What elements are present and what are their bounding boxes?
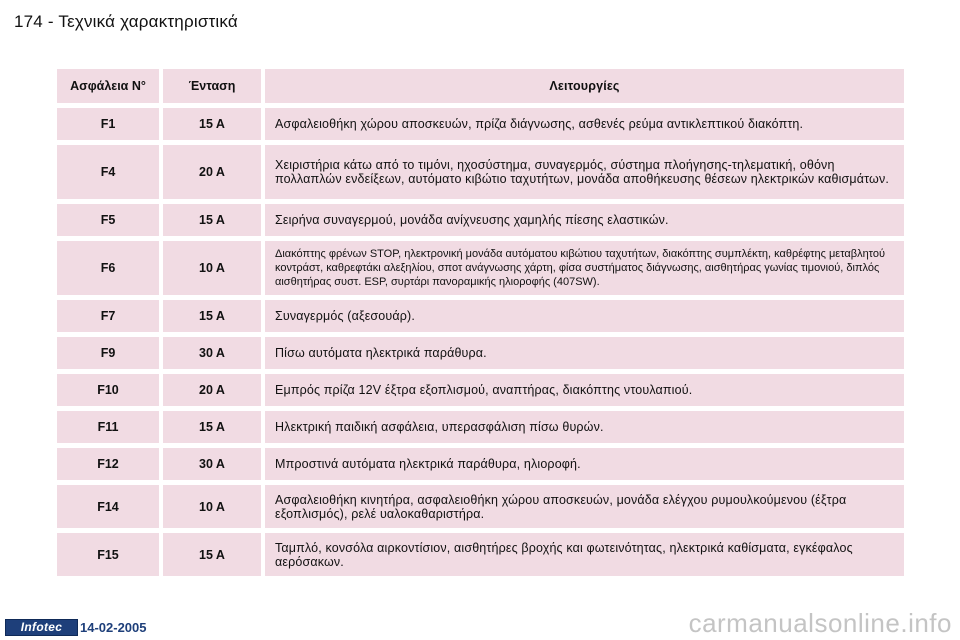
- fuse-description: Σειρήνα συναγερμού, μονάδα ανίχνευσης χαμηλής πίεσης ελαστικών.: [265, 204, 904, 236]
- fuse-description: Εμπρός πρίζα 12V έξτρα εξοπλισμού, αναπτήρας, διακόπτης ντουλαπιού.: [265, 374, 904, 406]
- fuse-number: F15: [57, 533, 159, 576]
- fuse-amperage: 10 A: [163, 485, 261, 528]
- fuse-amperage: 30 A: [163, 337, 261, 369]
- table-row: [57, 448, 904, 480]
- fuse-description: Διακόπτης φρένων STOP, ηλεκτρονική μονάδα αυτόματου κιβώτιου ταχυτήτων, διακόπτης συμπλέκτη, καθρέφτης μεταβλητού κοντράστ, καθρεφτάκι αλεξηλίου, σποτ ανάγνωσης χάρτη, φίσα συστήματος διάγνωσης, αισθητήρας γωνίας τιμονιού, διπλός αισθητήρας συστ. ESP, συρτάρι πανοραμικής ηλιοροφής (407SW).: [265, 241, 904, 295]
- fuse-amperage: 30 A: [163, 448, 261, 480]
- table-header-row: [57, 69, 904, 103]
- fuse-number: F7: [57, 300, 159, 332]
- fuse-description: Ασφαλειοθήκη κινητήρα, ασφαλειοθήκη χώρου αποσκευών, μονάδα ελέγχου ρυμουλκούμενου (έξτρα εξοπλισμός), ρελέ υαλοκαθαριστήρα.: [265, 485, 904, 528]
- fuse-amperage: 20 A: [163, 145, 261, 199]
- fuse-amperage: 15 A: [163, 204, 261, 236]
- fuse-amperage: 15 A: [163, 108, 261, 140]
- fuse-number: F10: [57, 374, 159, 406]
- fuse-number: F11: [57, 411, 159, 443]
- fuse-amperage: 15 A: [163, 411, 261, 443]
- table-row: [57, 337, 904, 369]
- fuse-description: Μπροστινά αυτόματα ηλεκτρικά παράθυρα, ηλιοροφή.: [265, 448, 904, 480]
- fuse-table: [57, 69, 904, 581]
- footer-date: 14-02-2005: [80, 620, 147, 635]
- fuse-amperage: 15 A: [163, 300, 261, 332]
- fuse-description: Συναγερμός (αξεσουάρ).: [265, 300, 904, 332]
- table-row: [57, 145, 904, 199]
- fuse-number: F9: [57, 337, 159, 369]
- page-title: 174 - Τεχνικά χαρακτηριστικά: [14, 12, 238, 31]
- table-row: [57, 204, 904, 236]
- fuse-description: Ηλεκτρική παιδική ασφάλεια, υπερασφάλιση πίσω θυρών.: [265, 411, 904, 443]
- table-row: [57, 485, 904, 528]
- fuse-description: Πίσω αυτόματα ηλεκτρικά παράθυρα.: [265, 337, 904, 369]
- fuse-number: F5: [57, 204, 159, 236]
- table-row: [57, 241, 904, 295]
- table-row: [57, 374, 904, 406]
- header-functions: Λειτουργίες: [265, 69, 904, 103]
- fuse-amperage: 15 A: [163, 533, 261, 576]
- fuse-description: Ταμπλό, κονσόλα αιρκοντίσιον, αισθητήρες βροχής και φωτεινότητας, ηλεκτρικά καθίσματα, εγκέφαλος αερόσακων.: [265, 533, 904, 576]
- fuse-amperage: 20 A: [163, 374, 261, 406]
- watermark: carmanualsonline.info: [688, 608, 952, 638]
- header-amperage: Ένταση: [163, 69, 261, 103]
- fuse-number: F14: [57, 485, 159, 528]
- fuse-number: F1: [57, 108, 159, 140]
- fuse-description: Χειριστήρια κάτω από το τιμόνι, ηχοσύστημα, συναγερμός, σύστημα πλοήγησης-τηλεματική, οθόνη πολλαπλών ενδείξεων, αυτόματο κιβώτιο ταχυτήτων, μονάδα αποθήκευσης θέσεων ηλεκτρικών καθισμάτων.: [265, 145, 904, 199]
- fuse-number: F12: [57, 448, 159, 480]
- fuse-number: F6: [57, 241, 159, 295]
- header-fuse-number: Ασφάλεια N°: [57, 69, 159, 103]
- fuse-number: F4: [57, 145, 159, 199]
- table-row: [57, 300, 904, 332]
- table-row: [57, 411, 904, 443]
- table-row: [57, 533, 904, 576]
- infotec-logo: Infotec: [5, 619, 78, 636]
- fuse-description: Ασφαλειοθήκη χώρου αποσκευών, πρίζα διάγνωσης, ασθενές ρεύμα αντικλεπτικού διακόπτη.: [265, 108, 904, 140]
- table-row: [57, 108, 904, 140]
- fuse-amperage: 10 A: [163, 241, 261, 295]
